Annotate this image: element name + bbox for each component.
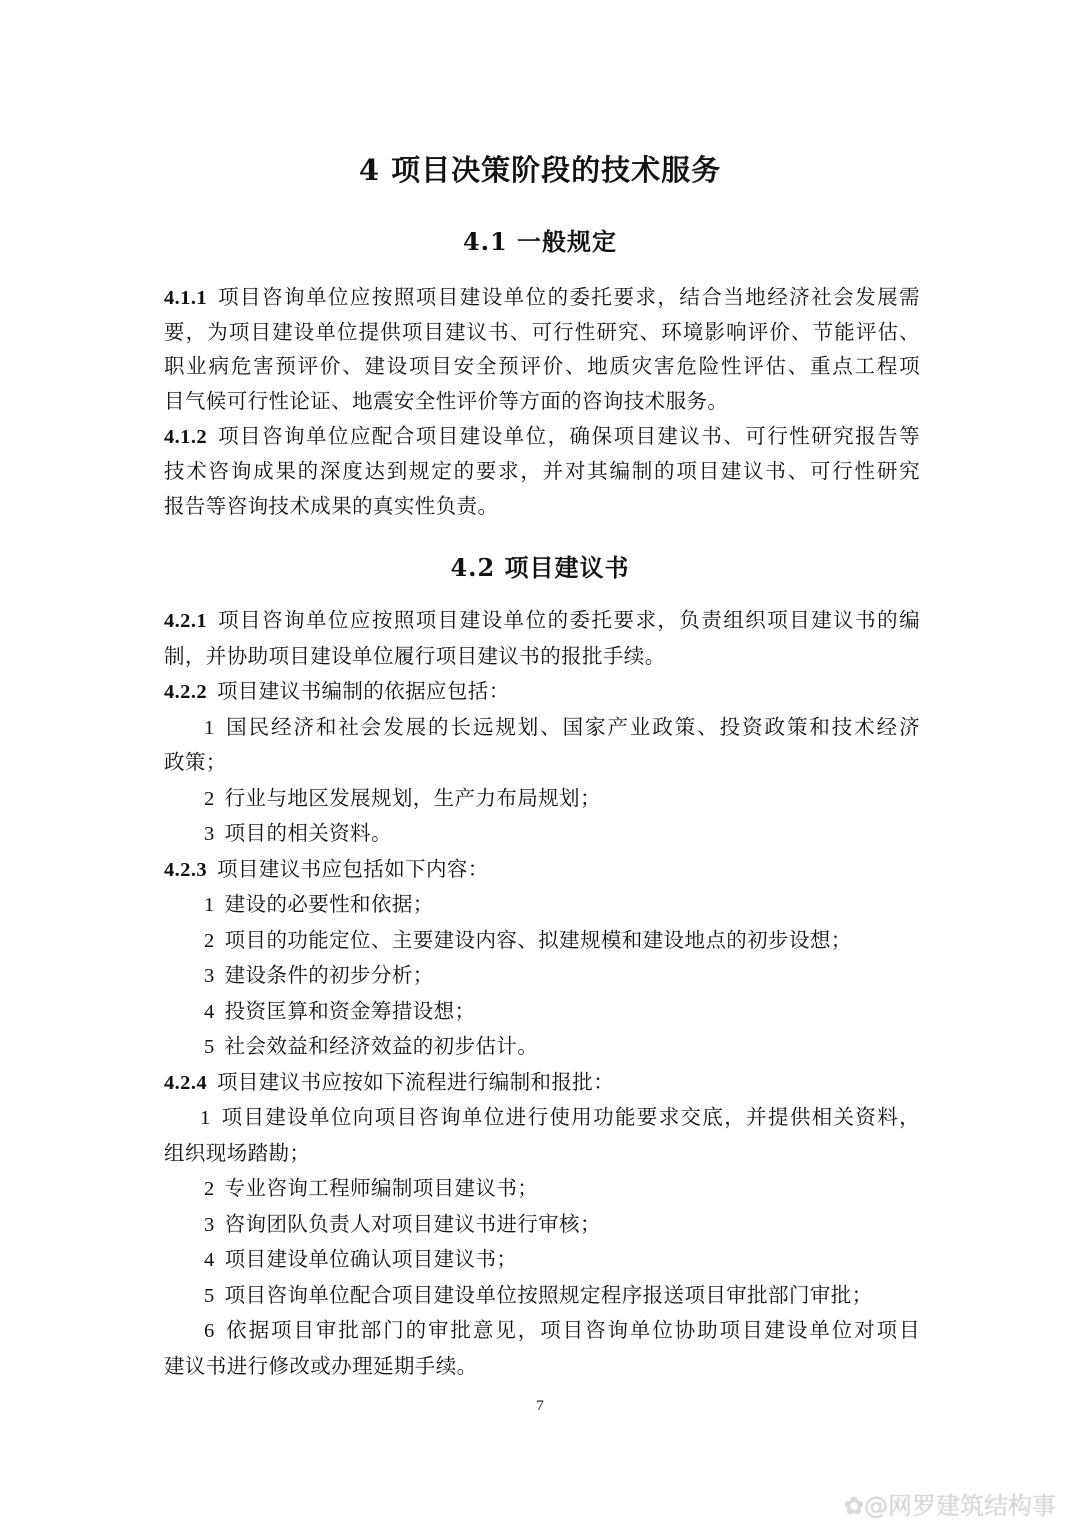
item-number: 4: [204, 1249, 215, 1271]
clause-line: [164, 350, 920, 382]
watermark-logo-icon: ✿@: [843, 1492, 888, 1520]
item-number: 1: [204, 717, 215, 739]
list-item: [164, 1030, 920, 1063]
list-item: [164, 1314, 920, 1347]
item-number: 5: [204, 1285, 215, 1307]
list-item: [164, 1279, 920, 1312]
clause-line: [164, 420, 920, 453]
item-text: 项目的功能定位、主要建设内容、拟建规模和建设地点的初步设想；: [224, 928, 852, 952]
clause-text: 项目咨询单位应按照项目建设单位的委托要求，结合当地经济社会发展需: [217, 285, 920, 309]
list-item: [164, 817, 920, 850]
list-item: [164, 711, 920, 744]
list-item: [164, 995, 920, 1028]
clause-line: [164, 490, 920, 522]
list-item: [164, 888, 920, 921]
clause-line: [164, 385, 920, 417]
clause-text: 项目咨询单位应配合项目建设单位，确保项目建议书、可行性研究报告等: [217, 424, 920, 448]
list-item: [164, 1208, 920, 1241]
clause-line: [164, 853, 920, 886]
item-text: 国民经济和社会发展的长远规划、国家产业政策、投资政策和技术经济: [224, 715, 920, 739]
item-text: 建设条件的初步分析；: [224, 963, 434, 987]
item-number: 1: [200, 1107, 211, 1129]
item-text: 投资匡算和资金筹措设想；: [224, 999, 476, 1023]
section-title-4-2: 4.2 项目建议书: [450, 553, 630, 582]
clause-line: [164, 640, 920, 672]
clause-text: 要，为项目建设单位提供项目建议书、可行性研究、环境影响评价、节能评估、: [164, 320, 920, 344]
item-number: 4: [204, 1001, 215, 1023]
item-text: 项目建设单位确认项目建议书；: [224, 1247, 518, 1271]
clause-number: 4.1.1: [164, 287, 207, 309]
clause-text: 制，并协助项目建设单位履行项目建议书的报批手续。: [164, 644, 666, 668]
item-number: 1: [204, 894, 215, 916]
item-text: 建议书进行修改或办理延期手续。: [164, 1354, 478, 1378]
list-item: [164, 1137, 920, 1169]
clause-text: 目气候可行性论证、地震安全性评价等方面的咨询技术服务。: [164, 389, 729, 413]
item-text: 项目的相关资料。: [224, 821, 392, 845]
item-number: 5: [204, 1036, 215, 1058]
chapter-title: 4 项目决策阶段的技术服务: [358, 153, 722, 187]
page-number: 7: [536, 1398, 544, 1414]
item-number: 2: [204, 930, 215, 952]
clause-line: [164, 675, 920, 708]
item-text: 政策；: [164, 750, 227, 774]
clause-line: [164, 604, 920, 637]
item-number: 3: [204, 823, 215, 845]
clause-number: 4.2.3: [164, 859, 207, 881]
item-text: 咨询团队负责人对项目建议书进行审核；: [224, 1212, 601, 1236]
item-text: 项目建设单位向项目咨询单位进行使用功能要求交底，并提供相关资料，: [220, 1105, 920, 1129]
clause-number: 4.2.4: [164, 1072, 207, 1094]
watermark: [844, 1486, 1056, 1521]
clause-text: 项目建议书应按如下流程进行编制和报批：: [217, 1070, 615, 1094]
item-text: 项目咨询单位配合项目建设单位按照规定程序报送项目审批部门审批；: [224, 1283, 873, 1307]
clause-line: [164, 316, 920, 348]
list-item: [164, 746, 920, 778]
clause-text: 报告等咨询技术成果的真实性负责。: [164, 494, 499, 518]
clause-line: [164, 455, 920, 487]
clause-text: 项目建议书应包括如下内容：: [217, 857, 489, 881]
clause-text: 职业病危害预评价、建设项目安全预评价、地质灾害危险性评估、重点工程项: [164, 354, 920, 378]
list-item: [164, 1350, 920, 1382]
clause-text: 项目咨询单位应按照项目建设单位的委托要求，负责组织项目建议书的编: [217, 608, 920, 632]
list-item: [164, 959, 920, 992]
item-number: 3: [204, 1214, 215, 1236]
item-text: 专业咨询工程师编制项目建议书；: [224, 1176, 539, 1200]
item-text: 组织现场踏勘；: [164, 1141, 311, 1165]
item-text: 建设的必要性和依据；: [224, 892, 434, 916]
item-number: 6: [204, 1320, 215, 1342]
item-text: 依据项目审批部门的审批意见，项目咨询单位协助项目建设单位对项目: [224, 1318, 920, 1342]
watermark-text: 网罗建筑结构事: [888, 1492, 1056, 1520]
list-item: [164, 924, 920, 957]
item-number: 3: [204, 965, 215, 987]
clause-line: [164, 281, 920, 314]
item-text: 行业与地区发展规划，生产力布局规划；: [224, 786, 601, 810]
item-text: 社会效益和经济效益的初步估计。: [224, 1034, 539, 1058]
clause-number: 4.1.2: [164, 426, 207, 448]
section-title-4-1: 4.1 一般规定: [462, 227, 618, 256]
clause-number: 4.2.2: [164, 681, 207, 703]
list-item: [164, 1243, 920, 1276]
list-item: [164, 1172, 920, 1205]
list-item: [164, 782, 920, 815]
clause-number: 4.2.1: [164, 610, 207, 632]
list-item: [164, 1101, 920, 1134]
item-number: 2: [204, 1178, 215, 1200]
clause-text: 技术咨询成果的深度达到规定的要求，并对其编制的项目建议书、可行性研究: [164, 459, 920, 483]
clause-text: 项目建议书编制的依据应包括：: [217, 679, 510, 703]
clause-line: [164, 1066, 920, 1099]
item-number: 2: [204, 788, 215, 810]
